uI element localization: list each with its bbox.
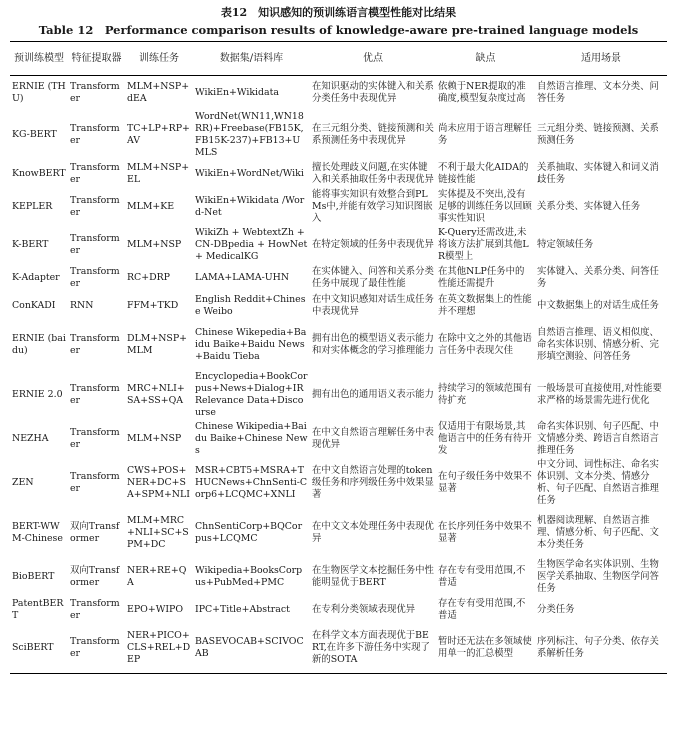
cell-scenarios: 自然语言推理、语义相似度、命名实体识别、情感分析、完形填空测验、问答任务: [537, 326, 659, 362]
table-row: [10, 320, 667, 370]
header-row: [10, 42, 667, 76]
cell-pros: 拥有出色的通用语义表示能力: [312, 388, 434, 400]
cell-tasks: EPO+WIPO: [127, 603, 184, 615]
table-caption-en: Table 12 Performance comparison results of knowledge-aware pre-trained language models: [38, 23, 639, 37]
table-row: [10, 420, 667, 458]
cell-pros: 在知识驱动的实体键入和关系分类任务中表现优异: [312, 80, 434, 104]
cell-scenarios: 实体键入、关系分类、问答任务: [537, 265, 659, 289]
table-row: [10, 292, 667, 320]
cell-pros: 在中文自然语言处理的token级任务和序列级任务中效果显著: [312, 464, 434, 500]
cell-tasks: NER+RE+QA: [127, 564, 187, 588]
cell-model: K-Adapter: [12, 271, 60, 283]
cell-tasks: MLM+NSP+EL: [127, 161, 190, 185]
cell-dataset: MSR+CBT5+MSRA+THUCNews+ChnSenti-Corp6+LCQMC+XNLI: [195, 464, 308, 500]
cell-dataset: Encyclopedia+BookCorpus+News+Dialog+IR Relevance Data+Discourse: [195, 370, 308, 418]
header-tasks: 训练任务: [125, 42, 193, 76]
cell-extractor: RNN: [70, 299, 94, 311]
table-row: [10, 160, 667, 188]
cell-cons: 存在专有受用范围,不普适: [438, 597, 526, 621]
cell-dataset: English Reddit+Chinese Weibo: [195, 293, 306, 317]
cell-pros: 拥有出色的模型语义表示能力和对实体概念的学习推理能力: [312, 332, 434, 356]
cell-extractor: Transformer: [70, 80, 120, 104]
cell-cons: 在句子级任务中效果不显著: [438, 470, 532, 494]
cell-extractor: Transformer: [70, 194, 120, 218]
cell-pros: 在实体键入、问答和关系分类任务中展现了最佳性能: [312, 265, 434, 289]
cell-extractor: Transformer: [70, 161, 120, 185]
table-row: [10, 624, 667, 674]
cell-scenarios: 分类任务: [537, 603, 575, 615]
cell-cons: 依赖于NER提取的准确度,模型复杂度过高: [438, 80, 526, 104]
cell-extractor: 双向Transformer: [70, 564, 120, 588]
cell-scenarios: 序列标注、句子分类、依存关系解析任务: [535, 624, 667, 674]
cell-cons: 存在专有受用范围,不普适: [438, 564, 526, 588]
cell-model: BERT-WWM-Chinese: [12, 520, 63, 544]
cell-dataset: LAMA+LAMA-UHN: [195, 271, 290, 283]
cell-pros: 在特定领域的任务中表现优异: [312, 238, 434, 250]
cell-pros: 在三元组分类、链接预测和关系预测任务中表现优异: [312, 122, 434, 146]
cell-tasks: MLM+NSP+dEA: [127, 80, 190, 104]
cell-extractor: Transformer: [70, 470, 120, 494]
cell-model: ERNIE (baidu): [12, 332, 66, 356]
cell-dataset: BASEVOCAB+SCIVOCAB: [193, 624, 310, 674]
table-row: [10, 110, 667, 160]
cell-cons: 在除中文之外的其他语言任务中表现欠佳: [438, 332, 532, 356]
cell-model: ERNIE 2.0: [12, 388, 63, 400]
cell-scenarios: 生物医学命名实体识别、生物医学关系抽取、生物医学问答任务: [537, 558, 659, 594]
cell-tasks: MLM+NSP: [127, 432, 182, 444]
header-model: 预训练模型: [10, 42, 68, 76]
table-row: [10, 458, 667, 508]
cell-tasks: DLM+NSP+MLM: [127, 332, 187, 356]
table-row: [10, 188, 667, 226]
cell-scenarios: 自然语言推理、文本分类、问答任务: [537, 80, 659, 104]
cell-pros: 在中文知识感知对话生成任务中表现优异: [312, 293, 434, 317]
cell-scenarios: 特定领域任务: [537, 238, 594, 250]
cell-dataset: Chinese Wikepedia+Baidu Baike+Baidu News+Baidu Tieba: [195, 326, 307, 362]
table-caption-cn: 表12 知识感知的预训练语言模型性能对比结果: [220, 6, 457, 19]
cell-cons: 尚未应用于语言理解任务: [438, 122, 532, 146]
cell-model: ConKADI: [12, 299, 56, 311]
cell-cons: K-Query还需改进,未将该方法扩展到其他LR模型上: [438, 226, 529, 262]
cell-cons: 在英文数据集上的性能并不理想: [438, 293, 532, 317]
header-pros: 优点: [310, 42, 436, 76]
cell-model: ERNIE (THU): [12, 80, 66, 104]
header-scenarios: 适用场景: [535, 42, 667, 76]
cell-model: KEPLER: [12, 200, 53, 212]
cell-extractor: Transformer: [68, 624, 125, 674]
cell-pros: 擅长处理歧义问题,在实体键入和关系抽取任务中表现优异: [312, 161, 434, 185]
cell-dataset: WikiEn+WordNet/Wiki: [195, 167, 304, 179]
cell-scenarios: 关系抽取、实体键入和词义消歧任务: [537, 161, 659, 185]
cell-extractor: Transformer: [70, 332, 120, 356]
cell-dataset: WordNet(WN11,WN18RR)+Freebase(FB15K,FB15K-237)+FB13+UMLS: [195, 110, 304, 158]
cell-tasks: TC+LP+RP+AV: [127, 122, 190, 146]
cell-extractor: Transformer: [70, 122, 120, 146]
cell-scenarios: 机器阅读理解、自然语言推理、情感分析、句子匹配、文本分类任务: [537, 514, 659, 550]
cell-dataset: WikiEn+Wikidata: [195, 86, 279, 98]
cell-dataset: Wikipedia+BooksCorpus+PubMed+PMC: [195, 564, 303, 588]
cell-tasks: NER+PICO+CLS+REL+DEP: [125, 624, 193, 674]
cell-scenarios: 中文分词、词性标注、命名实体识别、文本分类、情感分析、句子匹配、自然语言推理任务: [537, 458, 659, 506]
cell-dataset: WikiEn+Wikidata /Word-Net: [195, 194, 305, 218]
cell-pros: 在中文文本处理任务中表现优异: [312, 520, 434, 544]
cell-cons: 暂时还无法在多领域使用单一的汇总模型: [436, 624, 535, 674]
table-row: [10, 264, 667, 292]
cell-pros: 在专利分类领域表现优异: [312, 603, 416, 615]
cell-model: SciBERT: [10, 624, 68, 674]
cell-scenarios: 命名实体识别、句子匹配、中文情感分类、跨语言自然语言推理任务: [537, 420, 659, 456]
cell-model: PatentBERT: [12, 597, 64, 621]
cell-tasks: MLM+MRC+NLI+SC+SPM+DC: [127, 514, 189, 550]
cell-model: KnowBERT: [12, 167, 66, 179]
header-extractor: 特征提取器: [68, 42, 125, 76]
cell-model: KG-BERT: [12, 128, 57, 140]
cell-tasks: MLM+NSP: [127, 238, 182, 250]
cell-pros: 能将事实知识有效整合到PLMs中,并能有效学习知识图嵌入: [312, 188, 433, 224]
cell-extractor: 双向Transformer: [70, 520, 120, 544]
cell-pros: 在科学文本方面表现优于BERT,在许多下游任务中实现了新的SOTA: [310, 624, 436, 674]
cell-extractor: Transformer: [70, 426, 120, 450]
cell-cons: 在长序列任务中效果不显著: [438, 520, 532, 544]
table-row: [10, 596, 667, 624]
cell-cons: 仅适用于有限场景,其他语言中的任务有待开发: [438, 420, 532, 456]
header-dataset: 数据集/语料库: [193, 42, 310, 76]
cell-cons: 不利于最大化AIDA的链接性能: [438, 161, 529, 185]
header-cons: 缺点: [436, 42, 535, 76]
cell-pros: 在生物医学文本挖掘任务中性能明显优于BERT: [312, 564, 434, 588]
cell-extractor: Transformer: [70, 382, 120, 406]
cell-cons: 持续学习的领域范围有待扩充: [438, 382, 532, 406]
cell-dataset: ChnSentiCorp+BQCorpus+LCQMC: [195, 520, 303, 544]
table-body: [10, 76, 667, 674]
cell-scenarios: 一般场景可直接使用,对性能要求严格的场景需先进行优化: [537, 382, 662, 406]
cell-dataset: WikiZh + WebtextZh + CN-DBpedia + HowNet + MedicalKG: [195, 226, 308, 262]
cell-tasks: CWS+POS+NER+DC+SA+SPM+NLI: [127, 464, 190, 500]
cell-tasks: MLM+KE: [127, 200, 175, 212]
cell-pros: 在中文自然语言理解任务中表现优异: [312, 426, 434, 450]
table-row: [10, 76, 667, 110]
table-row: [10, 558, 667, 596]
cell-tasks: FFM+TKD: [127, 299, 179, 311]
cell-tasks: MRC+NLI+SA+SS+QA: [127, 382, 185, 406]
cell-model: NEZHA: [12, 432, 49, 444]
table-row: [10, 508, 667, 558]
cell-scenarios: 三元组分类、链接预测、关系预测任务: [537, 122, 659, 146]
cell-dataset: Chinese Wikipedia+Baidu Baike+Chinese News: [195, 420, 308, 456]
cell-cons: 实体提及不突出,没有足够的训练任务以回顾事实性知识: [438, 188, 532, 224]
cell-extractor: Transformer: [70, 232, 120, 256]
table-row: [10, 370, 667, 420]
cell-tasks: RC+DRP: [127, 271, 170, 283]
cell-model: K-BERT: [12, 238, 49, 250]
cell-scenarios: 关系分类、实体键入任务: [537, 200, 641, 212]
cell-cons: 在其他NLP任务中的性能还需提升: [438, 265, 525, 289]
table-row: [10, 226, 667, 264]
cell-dataset: IPC+Title+Abstract: [195, 603, 290, 615]
cell-extractor: Transformer: [70, 597, 120, 621]
comparison-table: [10, 41, 667, 674]
cell-model: ZEN: [12, 476, 34, 488]
cell-model: BioBERT: [12, 570, 55, 582]
cell-scenarios: 中文数据集上的对话生成任务: [537, 299, 659, 311]
cell-extractor: Transformer: [70, 265, 120, 289]
